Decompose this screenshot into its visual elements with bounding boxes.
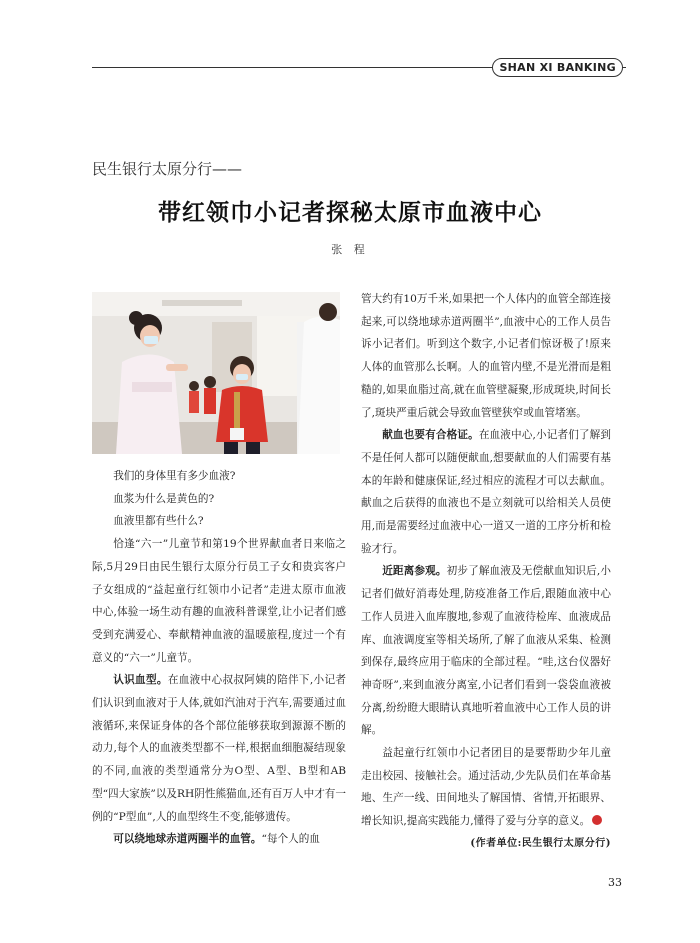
intro-paragraph: 恰逢“六一”儿童节和第19个世界献血者日来临之际,5月29日由民生银行太原分行员工子女和贵宾客户子女组成的“益起童行红领巾小记者”走进太原市血液中心,体验一场生动有趣的血液科普课堂,让小记者们感受到充满爱心、奉献精神血液的温暖旅程,度过一个有意义的“六一”儿童节。	[92, 538, 346, 664]
vessel-text-start: “每个人的血	[261, 833, 320, 846]
kicker: 民生银行太原分行——	[92, 160, 243, 178]
visit-paragraph	[361, 560, 611, 742]
closing-paragraph	[361, 742, 611, 849]
vessel-paragraph	[92, 828, 346, 851]
donate-text: 在血液中心,小记者们了解到不是任何人都可以随便献血,想要献血的人们需要有基本的年龄和健康保证,经过相应的流程才可以去献血。献血之后获得的血液也不是立刻就可以给相关人员使用,而是需要经过血液中心一道又一道的工序分析和检验才行。	[361, 429, 612, 555]
left-column	[92, 465, 346, 851]
question-3: 血液里都有些什么?	[113, 515, 204, 528]
header-tag: SHAN XI BANKING	[492, 58, 623, 77]
blood-type-text: 在血液中心叔叔阿姨的陪伴下,小记者们认识到血液对于人体,就如汽油对于汽车,需要通过血液循环,来保证身体的各个部位能够获取到源源不断的动力,每个人的血液类型都不一样,根据血细胞凝结现象的不同,血液的类型通常分为O型、A型、B型和AB型“四大家族”以及RH阴性熊猫血,还有百万人中才有一例的“P型血”,人的血型终生不变,能够遗传。	[92, 674, 347, 823]
question-1: 我们的身体里有多少血液?	[113, 470, 236, 482]
blood-type-heading: 认识血型。	[113, 674, 168, 687]
author-affiliation: (作者单位:民生银行太原分行)	[470, 837, 611, 849]
question-2: 血浆为什么是黄色的?	[113, 492, 215, 505]
donate-heading: 献血也要有合格证。	[382, 429, 479, 442]
end-mark-icon	[592, 815, 602, 825]
article-photo	[92, 292, 340, 454]
blood-type-paragraph	[92, 669, 346, 828]
page-number: 33	[608, 876, 622, 889]
visit-text: 初步了解血液及无偿献血知识后,小记者们做好消毒处理,防疫准备工作后,跟随血液中心工作人员进入血库腹地,参观了血液待检库、血液成品库、血液调度室等相关场所,了解了血液从采集、检测到保存,最终应用于临床的全部过程。“哇,这台仪器好神奇呀”,来到血液分离室,小记者们看到一袋袋血液被分离,纷纷瞪大眼睛认真地听着血液中心工作人员的讲解。	[361, 565, 612, 737]
article-title: 带红领巾小记者探秘太原市血液中心	[158, 199, 542, 226]
closing-text: 益起童行红领巾小记者团目的是要帮助少年儿童走出校园、接触社会。通过活动,少先队员们在革命基地、生产一线、田间地头了解国情、省情,开拓眼界、增长知识,提高实践能力,懂得了爱与分享的意义。	[361, 747, 611, 828]
right-column	[361, 288, 611, 856]
visit-heading: 近距离参观。	[382, 565, 447, 578]
donate-paragraph	[361, 424, 611, 560]
author-name: 张 程	[331, 243, 369, 256]
vessel-continued: 管大约有10万千米,如果把一个人体内的血管全部连接起来,可以绕地球赤道两圈半”,血液中心的工作人员告诉小记者们。听到这个数字,小记者们惊讶极了!原来人体的血管那么长啊。人的血管内壁,不是光滑而是粗糙的,如果血脂过高,就在血管壁凝聚,形成斑块,时间长了,斑块严重后就会导致血管壁狭窄或血管堵塞。	[361, 293, 611, 419]
vessel-heading: 可以绕地球赤道两圈半的血管。	[113, 833, 262, 846]
